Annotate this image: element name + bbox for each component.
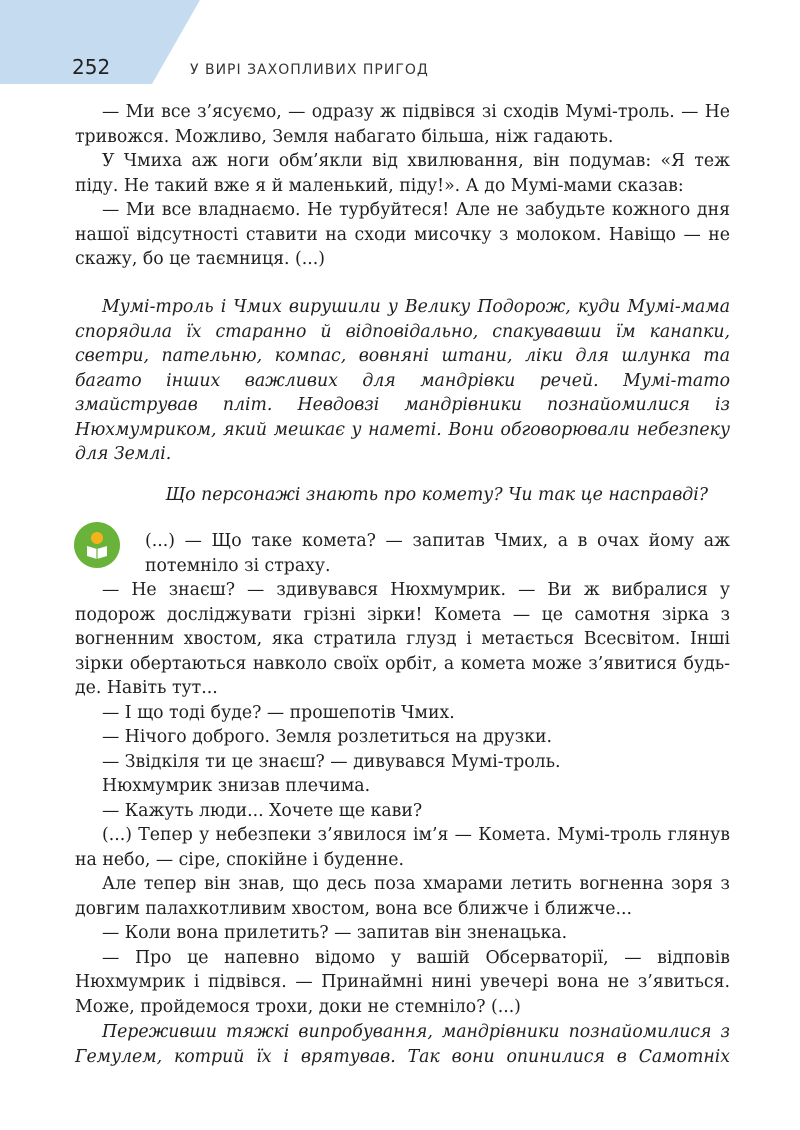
paragraph: (...) — Що таке комета? — запитав Чмих, а в очах йому аж потемніло зі страху. xyxy=(145,531,730,576)
paragraph: — Не знаєш? — здивувався Нюхмумрик. — Ви ж вибралися у подорож досліджувати грізні зірки! Комета — це самотня зірка з вогненним хвостом, яка стратила глузд і метається Всесвітом. Інші зірки обертаються навколо своїх орбіт, а комета може з’явитися будь-де. Навіть тут... xyxy=(75,580,730,698)
question-prompt: Що персонажі знають про комету? Чи так це насправді? xyxy=(165,485,708,505)
paragraph: — Нічого доброго. Земля розлетиться на друзки. xyxy=(102,727,552,747)
summary-1 xyxy=(75,295,730,467)
running-title: У ВИРІ ЗАХОПЛИВИХ ПРИГОД xyxy=(190,62,429,78)
text-block-2 xyxy=(75,529,730,1019)
paragraph: Нюхмумрик знизав плечима. xyxy=(102,776,371,796)
paragraph: — Ми все з’ясуємо, — одразу ж підвівся зі сходів Мумі-троль. — Не тривожся. Можливо, Земля набагато більша, ніж гадають. xyxy=(75,102,730,147)
paragraph: — І що тоді буде? — прошепотів Чмих. xyxy=(102,702,455,723)
summary-paragraph: Мумі-троль і Чмих вирушили у Велику Подорож, куди Мумі-мама спорядила їх старанно й відповідально, спакувавши їм канапки, светри, пательню, компас, вовняні штани, ліки для шлунка та багато інших важливих для мандрівки речей. Мумі-тато змайстрував пліт. Невдовзі мандрівники познайомилися із Нюхмумриком, який мешкає у наметі. Вони обговорювали небезпеку для Землі. xyxy=(75,297,730,464)
summary-2 xyxy=(75,1020,730,1069)
paragraph: (...) Тепер у небезпеки з’явилося ім’я — Комета. Мумі-троль глянув на небо, — сіре, спокійне і буденне. xyxy=(75,825,730,870)
page-number: 252 xyxy=(72,55,111,79)
text-block-1 xyxy=(75,100,730,272)
paragraph: У Чмиха аж ноги обм’якли від хвилювання, він подумав: «Я теж піду. Не такий вже я й маленький, піду!». А до Мумі-мами сказав: xyxy=(75,151,730,196)
paragraph: Але тепер він знав, що десь поза хмарами летить вогненна зоря з довгим палахкотливим хвостом, вона все ближче і ближче... xyxy=(75,874,730,919)
summary-paragraph: Переживши тяжкі випробування, мандрівники познайомилися з Гемулем, котрий їх і врятував. Так вони опинилися в Самотніх xyxy=(75,1022,730,1067)
paragraph: — Звідкіля ти це знаєш? — дивувався Мумі-троль. xyxy=(102,751,561,772)
paragraph: — Кажуть люди... Хочете ще кави? xyxy=(102,800,423,821)
paragraph: — Ми все владнаємо. Не турбуйтеся! Але не забудьте кожного дня нашої відсутності ставити на сходи мисочку з молоком. Навіщо — не скажу, бо це таємниця. (...) xyxy=(75,200,730,269)
paragraph: — Про це напевно відомо у вашій Обсерваторії, — відповів Нюхмумрик і підвівся. — Принаймні нині увечері вона не з’явиться. Може, пройдемося трохи, доки не стемніло? (...) xyxy=(75,947,730,1017)
paragraph: — Коли вона прилетить? — запитав він зненацька. xyxy=(102,923,568,943)
